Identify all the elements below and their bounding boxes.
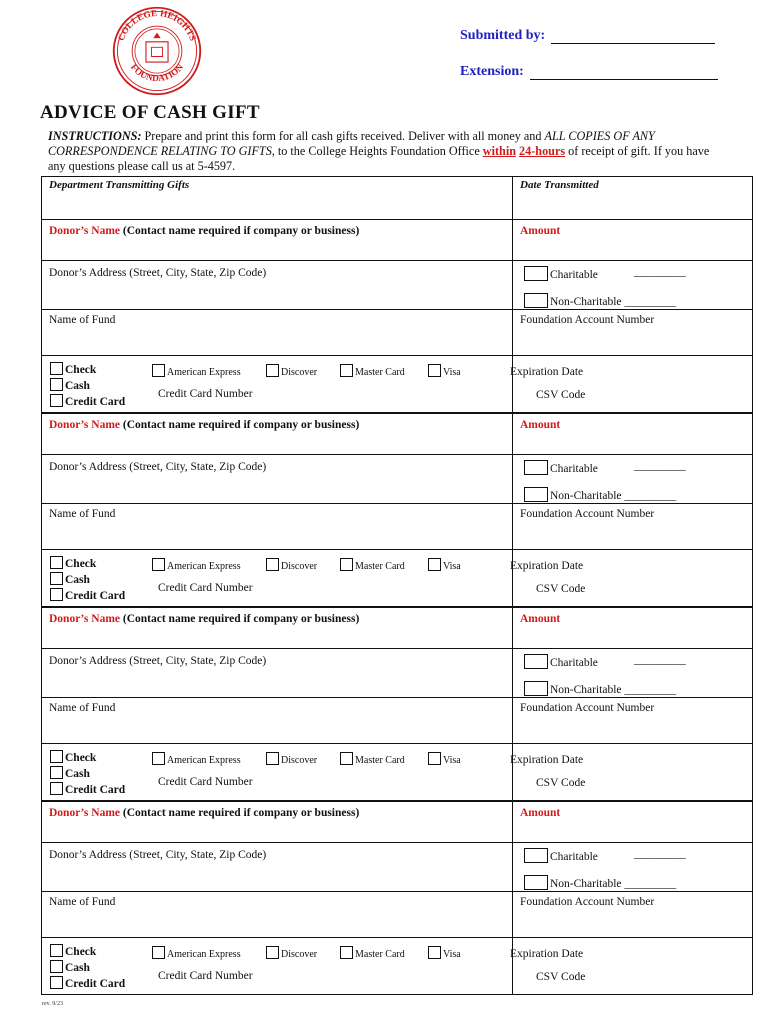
fund-row — [42, 698, 752, 744]
foundation-seal-logo — [111, 5, 203, 97]
noncharitable-option[interactable]: Non-Charitable _________ — [524, 487, 676, 502]
page-title: ADVICE OF CASH GIFT — [40, 102, 260, 123]
check-option[interactable]: Check — [50, 556, 125, 572]
instructions-part4: of receipt of gift. If you have any questions please call us at 5-4597. — [48, 143, 710, 173]
payment-method-group — [50, 944, 125, 992]
fund-row — [42, 504, 752, 550]
instructions-part3: , to the College Heights Foundation Office — [271, 143, 483, 158]
submitted-by-label: Submitted by: — [460, 28, 546, 43]
noncharitable-option[interactable]: Non-Charitable _________ — [524, 293, 676, 308]
instructions-within: within — [482, 143, 516, 158]
donor-address-label: Donor’s Address (Street, City, State, Zip Code) — [49, 461, 267, 473]
noncharitable-option[interactable]: Non-Charitable _________ — [524, 681, 676, 696]
gift-section — [42, 608, 752, 802]
charitable-checkbox[interactable] — [524, 848, 548, 863]
gift-form — [41, 176, 753, 995]
credit-card-option[interactable]: Credit Card — [50, 976, 125, 992]
gift-section — [42, 802, 752, 994]
payment-method-group — [50, 556, 125, 604]
expiration-date-label: Expiration Date — [510, 366, 584, 378]
charitable-checkbox[interactable] — [524, 654, 548, 669]
amex-option[interactable]: American Express — [152, 364, 241, 378]
amex-option[interactable]: American Express — [152, 752, 241, 766]
donor-name-row — [42, 414, 752, 455]
date-transmitted-label: Date Transmitted — [520, 179, 599, 191]
donor-address-row — [42, 455, 752, 504]
amex-option[interactable]: American Express — [152, 946, 241, 960]
fund-name-label: Name of Fund — [49, 508, 116, 520]
discover-option[interactable]: Discover — [266, 752, 317, 766]
donor-address-row — [42, 843, 752, 892]
seal-text-top: COLLEGE HEIGHTS — [115, 7, 199, 43]
extension-row — [460, 64, 718, 80]
amount-label: Amount — [520, 225, 561, 237]
donor-name-row — [42, 802, 752, 843]
cash-option[interactable]: Cash — [50, 378, 125, 394]
gift-section — [42, 220, 752, 414]
charitable-amount-blank: _________ — [634, 848, 686, 860]
fund-name-label: Name of Fund — [49, 896, 116, 908]
donor-name-label: Donor’s Name (Contact name required if company or business) — [49, 807, 360, 819]
account-number-label: Foundation Account Number — [520, 702, 655, 714]
charitable-option[interactable]: Charitable — [524, 266, 598, 281]
fund-row — [42, 892, 752, 938]
donor-name-row — [42, 220, 752, 261]
account-number-label: Foundation Account Number — [520, 896, 655, 908]
cash-option[interactable]: Cash — [50, 766, 125, 782]
department-row — [42, 177, 752, 220]
noncharitable-checkbox[interactable] — [524, 293, 548, 308]
payment-method-group — [50, 362, 125, 410]
visa-option[interactable]: Visa — [428, 946, 461, 960]
noncharitable-checkbox[interactable] — [524, 875, 548, 890]
discover-option[interactable]: Discover — [266, 946, 317, 960]
mastercard-option[interactable]: Master Card — [340, 946, 405, 960]
charitable-option[interactable]: Charitable — [524, 460, 598, 475]
check-option[interactable]: Check — [50, 750, 125, 766]
charitable-option[interactable]: Charitable — [524, 848, 598, 863]
csv-code-label: CSV Code — [536, 583, 586, 595]
extension-field[interactable] — [530, 65, 718, 80]
payment-row — [42, 356, 752, 412]
department-label: Department Transmitting Gifts — [49, 179, 190, 191]
cash-option[interactable]: Cash — [50, 960, 125, 976]
charitable-amount-blank: _________ — [634, 460, 686, 472]
fund-name-label: Name of Fund — [49, 314, 116, 326]
credit-card-number-label: Credit Card Number — [158, 970, 253, 982]
csv-code-label: CSV Code — [536, 971, 586, 983]
amex-option[interactable]: American Express — [152, 558, 241, 572]
credit-card-option[interactable]: Credit Card — [50, 782, 125, 798]
check-option[interactable]: Check — [50, 362, 125, 378]
instructions-part1: Prepare and print this form for all cash gifts received. Deliver with all money and — [141, 129, 545, 143]
charitable-checkbox[interactable] — [524, 460, 548, 475]
donor-address-row — [42, 261, 752, 310]
account-number-label: Foundation Account Number — [520, 508, 655, 520]
instructions-hours: 24-hours — [519, 143, 566, 158]
expiration-date-label: Expiration Date — [510, 754, 584, 766]
credit-card-number-label: Credit Card Number — [158, 582, 253, 594]
amount-label: Amount — [520, 419, 561, 431]
mastercard-option[interactable]: Master Card — [340, 558, 405, 572]
expiration-date-label: Expiration Date — [510, 560, 584, 572]
donor-name-label: Donor’s Name (Contact name required if company or business) — [49, 225, 360, 237]
cash-option[interactable]: Cash — [50, 572, 125, 588]
donor-name-row — [42, 608, 752, 649]
credit-card-option[interactable]: Credit Card — [50, 394, 125, 410]
instructions-lead: INSTRUCTIONS: — [48, 129, 142, 143]
submitted-by-field[interactable] — [551, 29, 715, 44]
noncharitable-checkbox[interactable] — [524, 487, 548, 502]
discover-option[interactable]: Discover — [266, 364, 317, 378]
charitable-option[interactable]: Charitable — [524, 654, 598, 669]
payment-row — [42, 550, 752, 606]
check-option[interactable]: Check — [50, 944, 125, 960]
donor-name-label: Donor’s Name (Contact name required if company or business) — [49, 419, 360, 431]
payment-row — [42, 744, 752, 800]
expiration-date-label: Expiration Date — [510, 948, 584, 960]
credit-card-option[interactable]: Credit Card — [50, 588, 125, 604]
charitable-checkbox[interactable] — [524, 266, 548, 281]
payment-method-group — [50, 750, 125, 798]
instructions-emphasis: ALL COPIES OF ANY CORRESPONDENCE RELATING TO GIFTS — [48, 129, 655, 158]
charitable-amount-blank: _________ — [634, 654, 686, 666]
revision-note: rev. 9/23 — [42, 1001, 63, 1007]
amount-label: Amount — [520, 807, 561, 819]
mastercard-option[interactable]: Master Card — [340, 364, 405, 378]
csv-code-label: CSV Code — [536, 389, 586, 401]
credit-card-number-label: Credit Card Number — [158, 776, 253, 788]
amount-label: Amount — [520, 613, 561, 625]
submitted-by-row — [460, 28, 715, 44]
donor-address-row — [42, 649, 752, 698]
donor-address-label: Donor’s Address (Street, City, State, Zip Code) — [49, 267, 267, 279]
fund-name-label: Name of Fund — [49, 702, 116, 714]
noncharitable-option[interactable]: Non-Charitable _________ — [524, 875, 676, 890]
account-number-label: Foundation Account Number — [520, 314, 655, 326]
visa-option[interactable]: Visa — [428, 558, 461, 572]
mastercard-option[interactable]: Master Card — [340, 752, 405, 766]
instructions — [48, 129, 718, 173]
csv-code-label: CSV Code — [536, 777, 586, 789]
donor-address-label: Donor’s Address (Street, City, State, Zip Code) — [49, 849, 267, 861]
discover-option[interactable]: Discover — [266, 558, 317, 572]
gift-section — [42, 414, 752, 608]
seal-text-bottom: FOUNDATION — [128, 61, 186, 84]
visa-option[interactable]: Visa — [428, 364, 461, 378]
donor-name-label: Donor’s Name (Contact name required if company or business) — [49, 613, 360, 625]
payment-row — [42, 938, 752, 994]
fund-row — [42, 310, 752, 356]
svg-text:FOUNDATION — [129, 62, 186, 84]
credit-card-number-label: Credit Card Number — [158, 388, 253, 400]
donor-address-label: Donor’s Address (Street, City, State, Zip Code) — [49, 655, 267, 667]
extension-label: Extension: — [460, 64, 524, 79]
charitable-amount-blank: _________ — [634, 266, 686, 278]
noncharitable-checkbox[interactable] — [524, 681, 548, 696]
visa-option[interactable]: Visa — [428, 752, 461, 766]
